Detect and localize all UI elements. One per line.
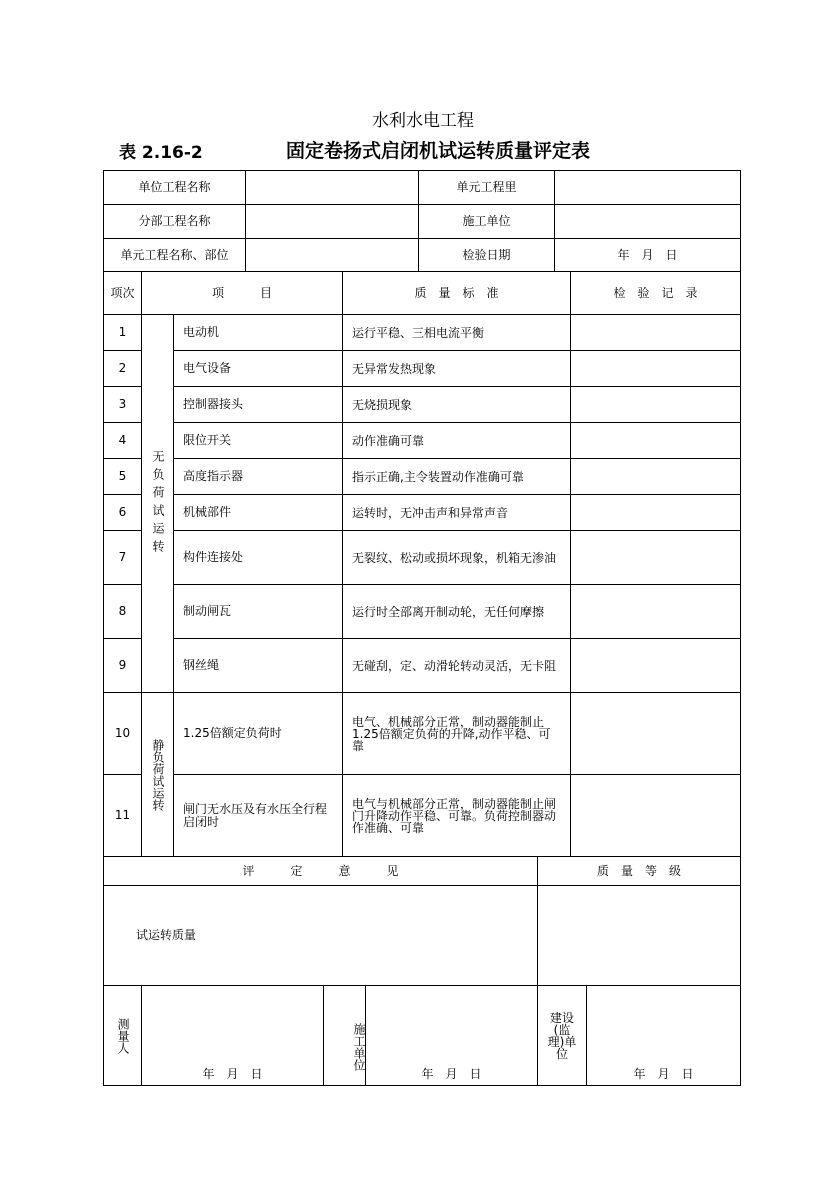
row-record[interactable] <box>570 692 741 775</box>
unit-project-field[interactable] <box>245 170 419 205</box>
col-header-item: 项 目 <box>141 271 343 315</box>
row-item: 高度指示器 <box>173 458 343 495</box>
row-no: 5 <box>103 458 142 495</box>
row-no: 8 <box>103 584 142 639</box>
contractor-field[interactable] <box>554 204 741 239</box>
row-item: 钢丝绳 <box>173 638 343 693</box>
row-no: 1 <box>103 314 142 351</box>
division-label: 分部工程名称 <box>103 204 246 239</box>
row-record[interactable] <box>570 638 741 693</box>
row-item: 制动闸瓦 <box>173 584 343 639</box>
row-no: 2 <box>103 350 142 387</box>
row-item: 限位开关 <box>173 422 343 459</box>
row-no: 11 <box>103 774 142 857</box>
row-item: 构件连接处 <box>173 530 343 585</box>
row-no: 4 <box>103 422 142 459</box>
contractor-date: 年 月 日 <box>421 1067 482 1081</box>
row-record[interactable] <box>570 584 741 639</box>
row-item: 闸门无水压及有水压全行程启闭时 <box>173 774 343 857</box>
surveyor-label: 测量人 <box>103 985 142 1086</box>
form-title: 固定卷扬式启闭机试运转质量评定表 <box>286 140 591 162</box>
row-standard: 运行平稳、三相电流平衡 <box>342 314 571 351</box>
row-no: 10 <box>103 692 142 775</box>
col-header-standard: 质 量 标 准 <box>342 271 571 315</box>
owner-date: 年 月 日 <box>633 1067 694 1081</box>
row-no: 6 <box>103 494 142 531</box>
contractor-label: 施工单位 <box>418 204 555 239</box>
row-standard: 无碰刮，定、动滑轮转动灵活，无卡阻 <box>342 638 571 693</box>
row-item: 1.25倍额定负荷时 <box>173 692 343 775</box>
row-standard: 运转时，无冲击声和异常声音 <box>342 494 571 531</box>
row-standard: 无烧损现象 <box>342 386 571 423</box>
row-item: 电气设备 <box>173 350 343 387</box>
contractor-sign-label: 施工单位 <box>323 985 366 1086</box>
owner-label: 建设(监理)单位 <box>537 985 587 1086</box>
col-header-record: 检 验 记 录 <box>570 271 741 315</box>
table-number: 表 2.16-2 <box>119 143 203 163</box>
row-item: 机械部件 <box>173 494 343 531</box>
date-field[interactable]: 年 月 日 <box>554 238 741 272</box>
row-record[interactable] <box>570 774 741 857</box>
row-standard: 动作准确可靠 <box>342 422 571 459</box>
contractor-sign[interactable] <box>365 985 538 1086</box>
row-record[interactable] <box>570 458 741 495</box>
row-standard: 指示正确,主令装置动作准确可靠 <box>342 458 571 495</box>
group-no-load: 无负荷试运转 <box>141 314 174 693</box>
row-standard: 无异常发热现象 <box>342 350 571 387</box>
row-standard: 无裂纹、松动或损坏现象，机箱无渗油 <box>342 530 571 585</box>
row-no: 7 <box>103 530 142 585</box>
row-record[interactable] <box>570 494 741 531</box>
row-record[interactable] <box>570 314 741 351</box>
row-record[interactable] <box>570 422 741 459</box>
row-no: 3 <box>103 386 142 423</box>
grade-field[interactable] <box>537 885 741 986</box>
row-standard: 电气与机械部分正常，制动器能制止闸门升降动作平稳、可靠。负荷控制器动作准确、可靠 <box>342 774 571 857</box>
surveyor-sign[interactable] <box>141 985 324 1086</box>
opinion-header: 评 定 意 见 <box>103 856 538 886</box>
surveyor-date: 年 月 日 <box>202 1067 263 1081</box>
col-header-no: 项次 <box>103 271 142 315</box>
row-item: 电动机 <box>173 314 343 351</box>
date-label: 检验日期 <box>418 238 555 272</box>
element-quantity-field[interactable] <box>554 170 741 205</box>
row-standard: 电气、机械部分正常，制动器能制止1.25倍额定负荷的升降,动作平稳、可靠 <box>342 692 571 775</box>
org-heading: 水利水电工程 <box>372 111 474 131</box>
element-name-field[interactable] <box>245 238 419 272</box>
owner-sign[interactable] <box>586 985 741 1086</box>
division-field[interactable] <box>245 204 419 239</box>
unit-project-label: 单位工程名称 <box>103 170 246 205</box>
row-standard: 运行时全部离开制动轮，无任何摩擦 <box>342 584 571 639</box>
row-no: 9 <box>103 638 142 693</box>
grade-header: 质 量 等 级 <box>537 856 741 886</box>
row-record[interactable] <box>570 530 741 585</box>
element-quantity-label: 单元工程里 <box>418 170 555 205</box>
row-record[interactable] <box>570 386 741 423</box>
element-name-label: 单元工程名称、部位 <box>103 238 246 272</box>
group-static-load: 静负荷试运转 <box>141 692 174 857</box>
opinion-text[interactable]: 试运转质量 <box>103 885 538 986</box>
row-item: 控制器接头 <box>173 386 343 423</box>
row-record[interactable] <box>570 350 741 387</box>
